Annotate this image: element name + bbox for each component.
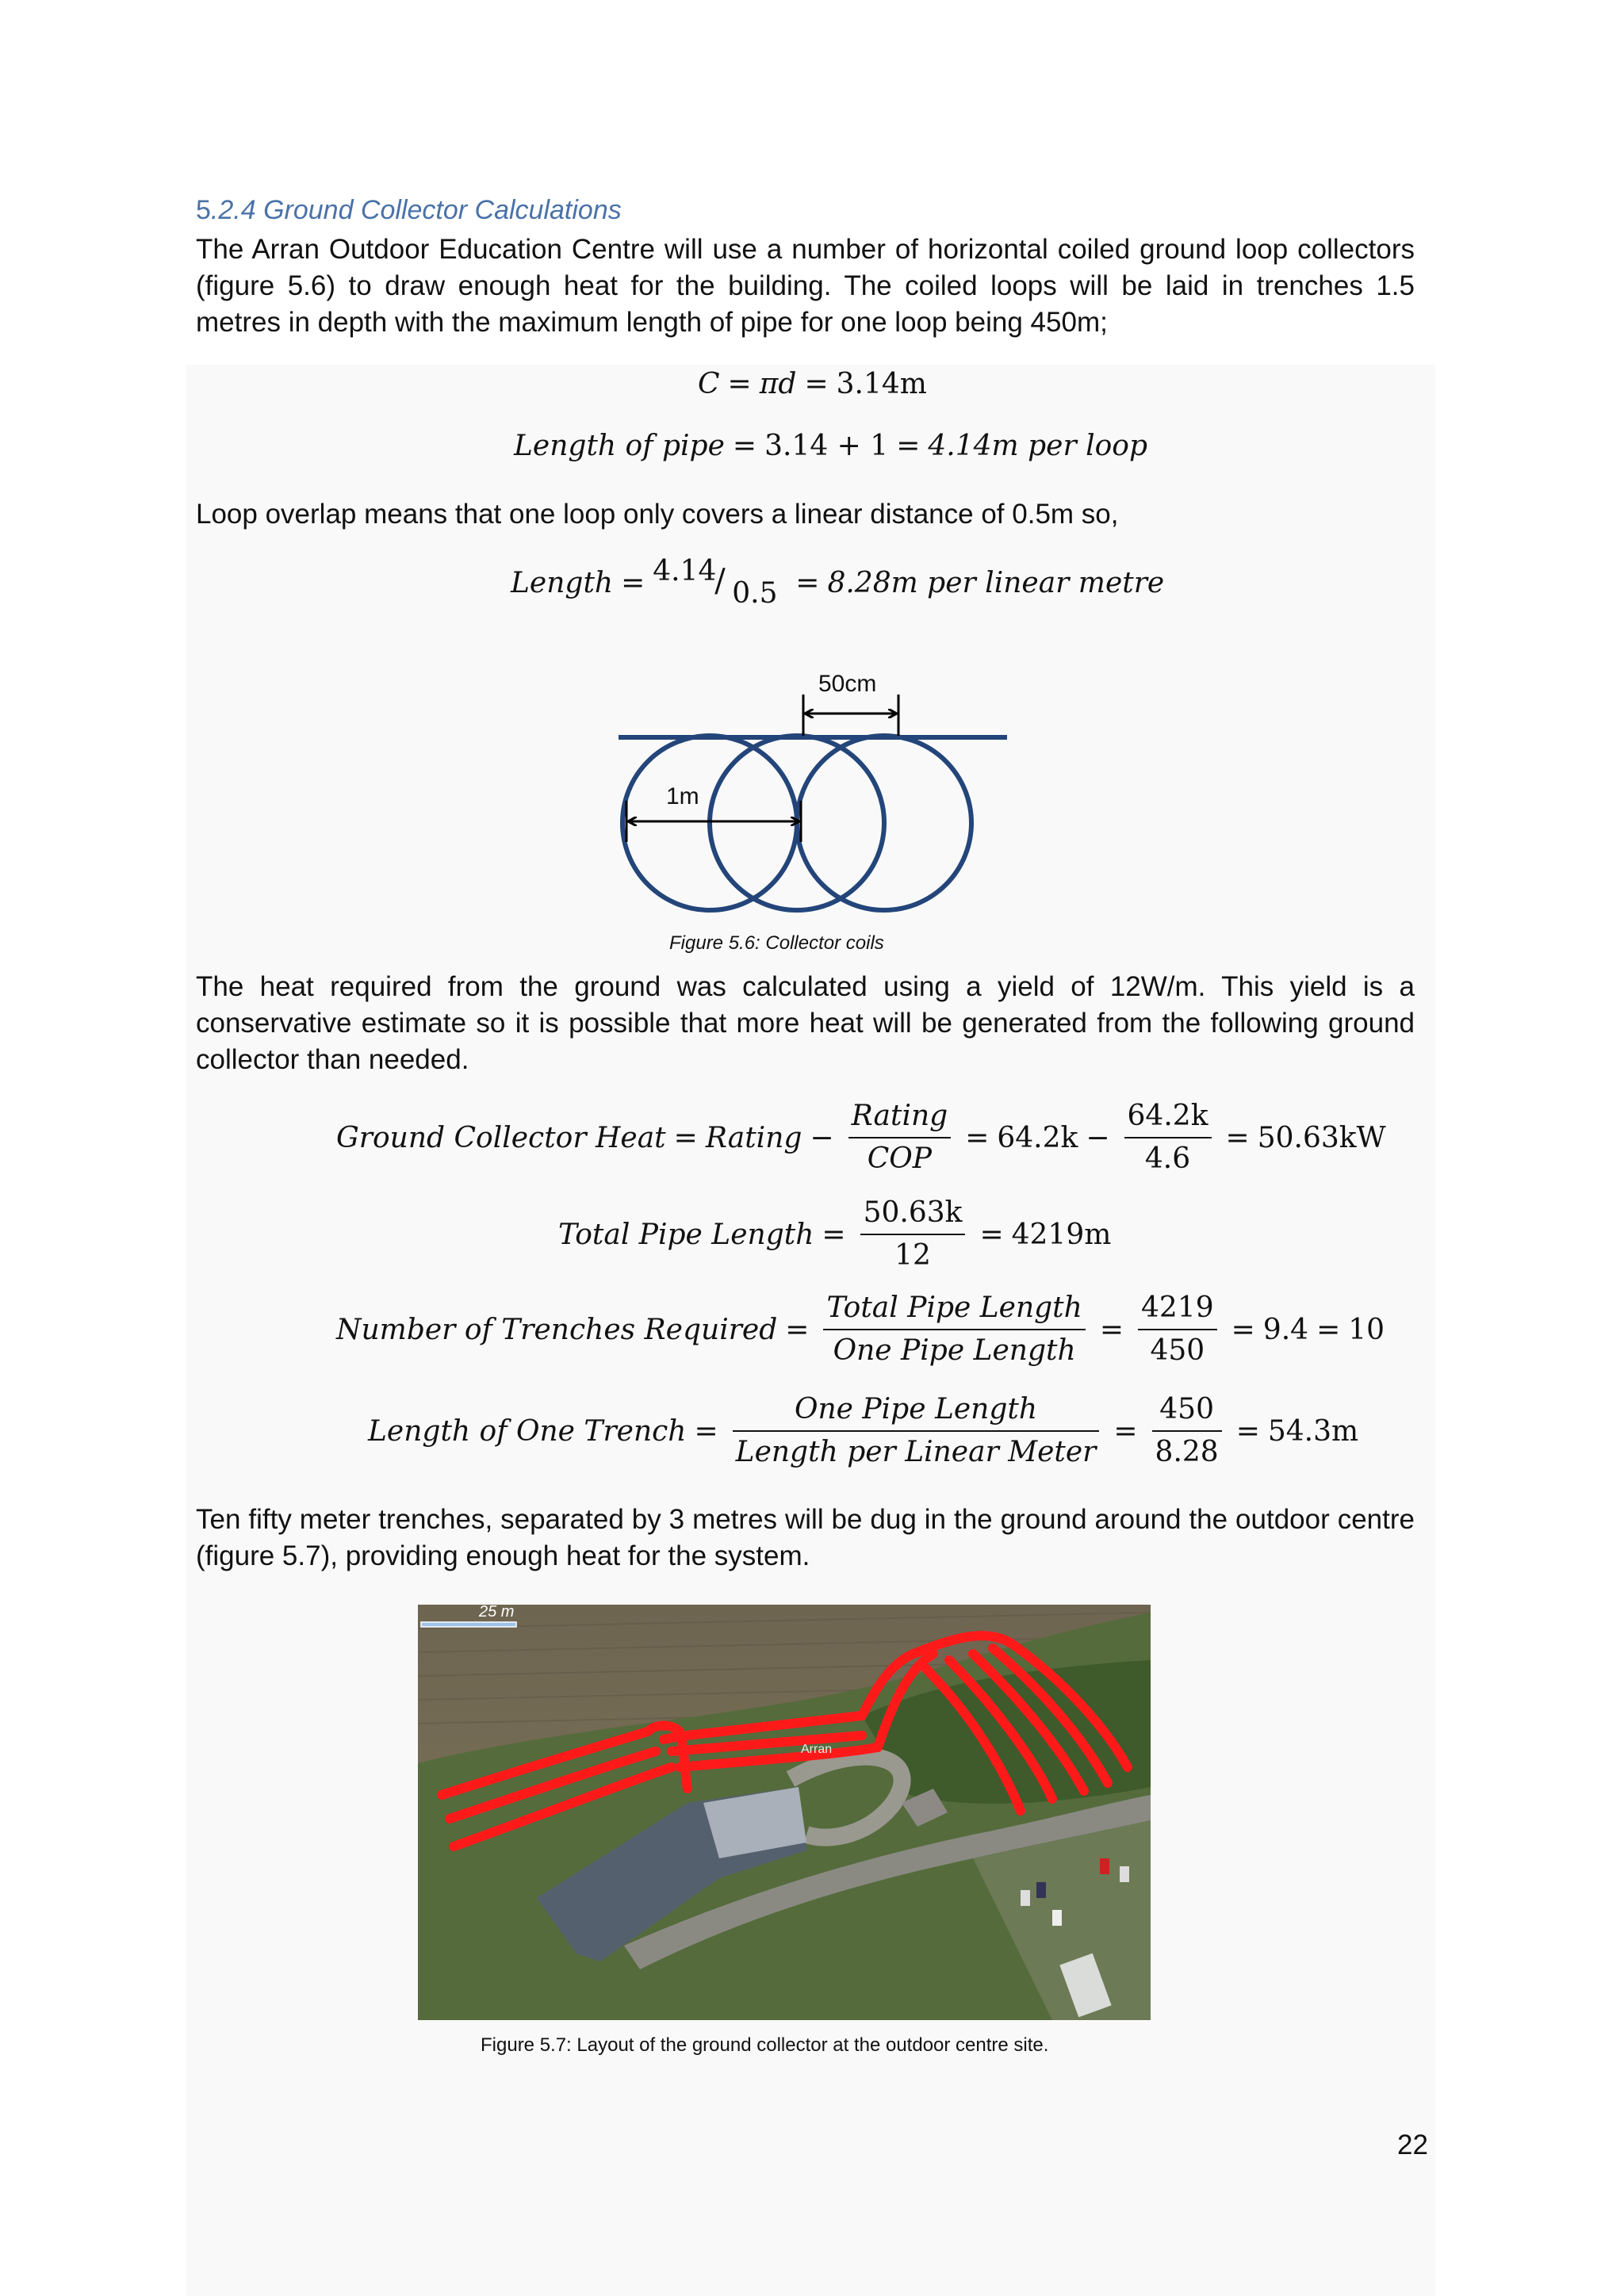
eq-heat-lhs: Ground Collector Heat (336, 1121, 666, 1154)
equals-sign: = (1316, 1313, 1341, 1346)
fraction (733, 1392, 1100, 1470)
fraction (848, 1099, 952, 1177)
equation-circumference (698, 368, 927, 400)
equation-pipe-length (514, 430, 1147, 462)
eq-pipe-lhs: Length of pipe (514, 430, 725, 462)
fraction-denominator: Length per Linear Meter (733, 1430, 1100, 1470)
equals-sign: = (785, 1313, 810, 1346)
minus-sign: − (810, 1121, 834, 1154)
equals-sign: = (621, 566, 645, 599)
fraction-denominator: COP (848, 1137, 952, 1177)
fraction (1138, 1291, 1217, 1368)
fraction-denominator: 8.28 (1152, 1430, 1222, 1470)
fraction-slash: / (714, 563, 726, 599)
fraction (823, 1291, 1085, 1368)
eq-circ-lhs: C (698, 368, 720, 400)
equals-sign: = (673, 1121, 698, 1154)
equals-sign: = (1225, 1121, 1250, 1154)
eq-heat-term: Rating (705, 1121, 802, 1154)
equals-sign: = (896, 430, 921, 462)
fraction-numerator: Total Pipe Length (826, 1292, 1082, 1324)
scale-label: 25 m (479, 1603, 515, 1621)
eq-heat-value: 64.2k (997, 1121, 1078, 1154)
fraction-numerator: 64.2k (1127, 1100, 1208, 1132)
equals-sign: = (727, 368, 752, 400)
equals-sign: = (822, 1218, 846, 1251)
eq-linear-den: 0.5 (732, 577, 778, 610)
eq-total-lhs: Total Pipe Length (558, 1218, 814, 1251)
eq-linear-rhs: 8.28m per linear metre (827, 566, 1165, 599)
eq-trench-approx: 9.4 (1262, 1313, 1309, 1346)
collector-coils-diagram (603, 666, 1015, 920)
fraction-denominator: 450 (1138, 1329, 1217, 1368)
label-1m: 1m (666, 783, 699, 809)
paragraph-overlap: Loop overlap means that one loop only covers a linear distance of 0.5m so, (196, 499, 1119, 530)
equation-total-pipe (558, 1196, 1111, 1273)
equals-sign: = (732, 430, 757, 462)
fraction (1152, 1392, 1222, 1470)
equation-linear-length (511, 555, 1164, 610)
eq-linear-num: 4.14 (653, 555, 717, 587)
label-50cm: 50cm (818, 671, 877, 697)
equals-sign: = (1231, 1313, 1255, 1346)
aerial-site-image (418, 1605, 1151, 2020)
eq-trench-lhs: Number of Trenches Required (336, 1313, 778, 1346)
paragraph-trenches: Ten fifty meter trenches, separated by 3 metres will be dug in the ground around the outdoor centre (figure 5.7), providing enough heat for the system. (196, 1504, 1415, 1571)
equals-sign: = (965, 1121, 990, 1154)
equals-sign: = (804, 368, 829, 400)
equals-sign: = (795, 566, 820, 599)
eq-heat-rhs: 50.63kW (1257, 1121, 1386, 1154)
fraction-numerator: Rating (851, 1100, 948, 1132)
equation-ground-heat (336, 1099, 1386, 1177)
figure-5-6-caption: Figure 5.6: Collector coils (669, 932, 884, 954)
equation-trenches (336, 1291, 1385, 1368)
fraction-denominator: 4.6 (1124, 1137, 1212, 1177)
equals-sign: = (1099, 1313, 1124, 1346)
fraction-numerator: 450 (1159, 1393, 1214, 1425)
scale-bar (421, 1622, 516, 1627)
section-heading (196, 195, 622, 226)
page-number: 22 (1397, 2130, 1428, 2160)
fraction (860, 1196, 966, 1273)
equals-sign: = (694, 1414, 718, 1448)
fraction-denominator: One Pipe Length (823, 1329, 1085, 1368)
paragraph-intro: The Arran Outdoor Education Centre will use a number of horizontal coiled ground loop collectors (figure 5.6) to draw enough heat for the building. The coiled loops will be laid in trenches 1.5 metres in depth with the maximum length of pipe for one loop being 450m; (196, 234, 1415, 338)
section-title: .2.4 Ground Collector Calculations (210, 195, 622, 225)
slash-fraction (653, 555, 787, 610)
eq-trench-rhs: 10 (1348, 1313, 1385, 1346)
eq-onetrench-lhs: Length of One Trench (368, 1414, 687, 1448)
equals-sign: = (1113, 1414, 1138, 1448)
fraction-numerator: 50.63k (863, 1196, 963, 1229)
fraction-denominator: 12 (860, 1234, 966, 1273)
fraction-numerator: One Pipe Length (794, 1393, 1038, 1425)
minus-sign: − (1086, 1121, 1110, 1154)
eq-circ-rhs: 3.14m (836, 368, 927, 400)
eq-linear-lhs: Length (511, 566, 614, 599)
equals-sign: = (979, 1218, 1004, 1251)
section-number: 5 (196, 195, 211, 225)
eq-onetrench-rhs: 54.3m (1267, 1414, 1359, 1448)
fraction (1124, 1099, 1212, 1177)
eq-pipe-rhs: 4.14m per loop (928, 430, 1148, 462)
equals-sign: = (1235, 1414, 1260, 1448)
paragraph-heat-yield: The heat required from the ground was calculated using a yield of 12W/m. This yield is a conservative estimate so it is possible that more heat will be generated from the following ground collector than needed. (196, 971, 1415, 1075)
map-label: Arran (801, 1743, 833, 1756)
fraction-numerator: 4219 (1141, 1292, 1214, 1324)
eq-circ-mid: πd (759, 368, 797, 400)
figure-5-7-caption: Figure 5.7: Layout of the ground collector at the outdoor centre site. (481, 2034, 1049, 2056)
eq-pipe-expr: 3.14 + 1 (764, 430, 889, 462)
eq-total-rhs: 4219m (1011, 1218, 1112, 1251)
equation-trench-length (368, 1392, 1358, 1470)
